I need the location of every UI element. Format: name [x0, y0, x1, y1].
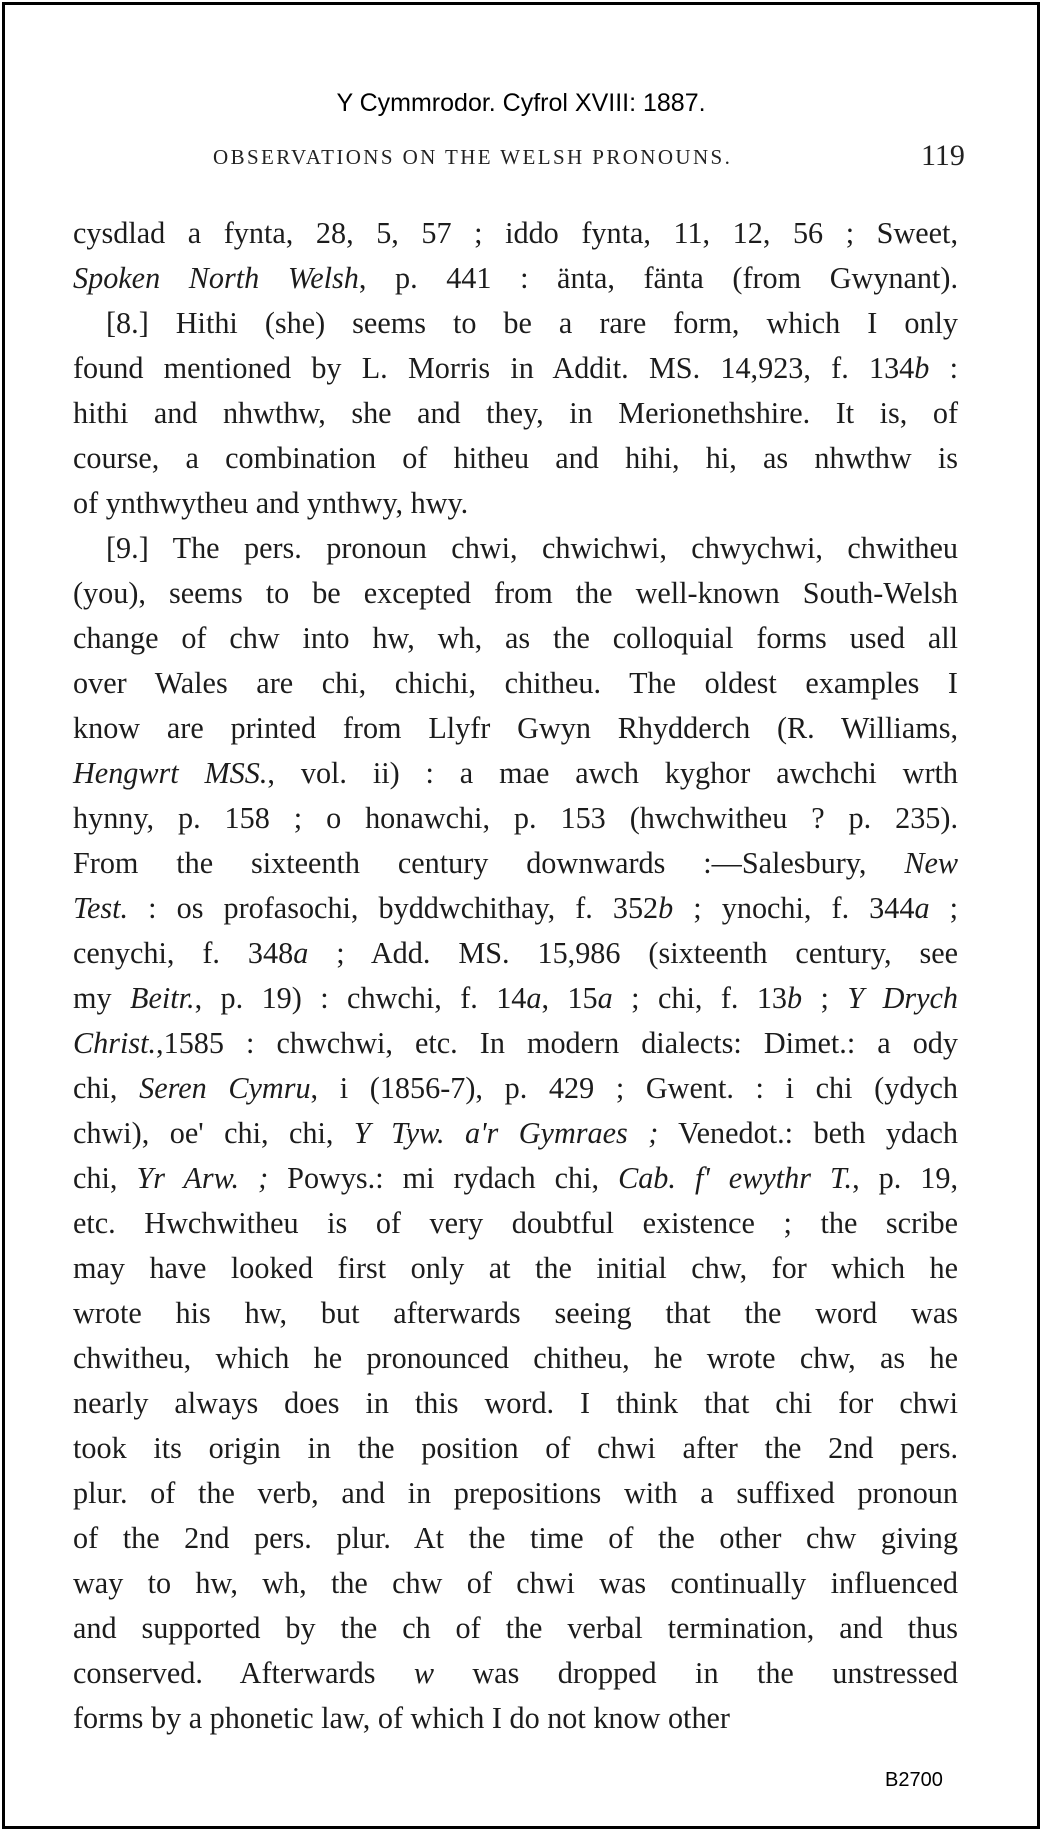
text-line: course, a combination of hitheu and hihi, hi, as nhwthw is	[73, 441, 958, 475]
text-line: (you), seems to be excepted from the well-known South-Welsh	[73, 576, 958, 610]
text-line: my Beitr., p. 19) : chwchi, f. 14a, 15a ; chi, f. 13b ; Y Drych	[73, 981, 959, 1015]
text-line: and supported by the ch of the verbal termination, and thus	[73, 1611, 958, 1645]
text-line: [8.] Hithi (she) seems to be a rare form, which I only	[106, 306, 958, 340]
text-line: know are printed from Llyfr Gwyn Rhydderch (R. Williams,	[73, 711, 958, 745]
text-line: conserved. Afterwards w was dropped in the unstressed	[73, 1656, 958, 1690]
text-line: cysdlad a fynta, 28, 5, 57 ; iddo fynta, 11, 12, 56 ; Sweet,	[73, 216, 958, 250]
text-line: chwi), oe' chi, chi, Y Tyw. a'r Gymraes ; Venedot.: beth ydach	[73, 1116, 959, 1150]
catalog-number: B2700	[885, 1769, 943, 1791]
text-line: chi, Seren Cymru, i (1856-7), p. 429 ; Gwent. : i chi (ydych	[73, 1071, 958, 1105]
text-line: chi, Yr Arw. ; Powys.: mi rydach chi, Cab. f' ewythr T., p. 19,	[73, 1161, 959, 1195]
text-line: forms by a phonetic law, of which I do not know other	[73, 1701, 730, 1735]
source-citation: Y Cymmrodor. Cyfrol XVIII: 1887.	[336, 89, 706, 117]
text-line: etc. Hwchwitheu is of very doubtful existence ; the scribe	[73, 1206, 958, 1240]
text-line: found mentioned by L. Morris in Addit. MS. 14,923, f. 134b :	[73, 351, 958, 385]
running-title: OBSERVATIONS ON THE WELSH PRONOUNS.	[213, 145, 733, 169]
text-line: Spoken North Welsh, p. 441 : änta, fänta (from Gwynant).	[73, 261, 958, 295]
text-line: of the 2nd pers. plur. At the time of the other chw giving	[73, 1521, 958, 1555]
page-frame	[2, 2, 1040, 1829]
text-line: Christ.,1585 : chwchwi, etc. In modern dialects: Dimet.: a ody	[73, 1026, 958, 1060]
text-line: hithi and nhwthw, she and they, in Merionethshire. It is, of	[73, 396, 958, 430]
text-line: plur. of the verb, and in prepositions with a suffixed pronoun	[73, 1476, 958, 1510]
text-line: hynny, p. 158 ; o honawchi, p. 153 (hwchwitheu ? p. 235).	[73, 801, 958, 835]
text-line: may have looked first only at the initial chw, for which he	[73, 1251, 958, 1285]
text-line: took its origin in the position of chwi after the 2nd pers.	[73, 1431, 958, 1465]
text-line: way to hw, wh, the chw of chwi was continually influenced	[73, 1566, 958, 1600]
body-text	[73, 211, 958, 1741]
text-line: [9.] The pers. pronoun chwi, chwichwi, chwychwi, chwitheu	[106, 531, 958, 565]
text-line: From the sixteenth century downwards :—Salesbury, New	[73, 846, 958, 880]
text-line: over Wales are chi, chichi, chitheu. The oldest examples I	[73, 666, 958, 700]
text-line: cenychi, f. 348a ; Add. MS. 15,986 (sixteenth century, see	[73, 936, 959, 970]
text-line: Test. : os profasochi, byddwchithay, f. 352b ; ynochi, f. 344a ;	[73, 891, 959, 925]
text-line: change of chw into hw, wh, as the colloquial forms used all	[73, 621, 958, 655]
text-line: wrote his hw, but afterwards seeing that the word was	[73, 1296, 958, 1330]
page-number: 119	[921, 139, 965, 172]
text-line: chwitheu, which he pronounced chitheu, he wrote chw, as he	[73, 1341, 958, 1375]
text-line: nearly always does in this word. I think that chi for chwi	[73, 1386, 958, 1420]
text-line: Hengwrt MSS., vol. ii) : a mae awch kyghor awchchi wrth	[73, 756, 958, 790]
text-line: of ynthwytheu and ynthwy, hwy.	[73, 486, 469, 520]
